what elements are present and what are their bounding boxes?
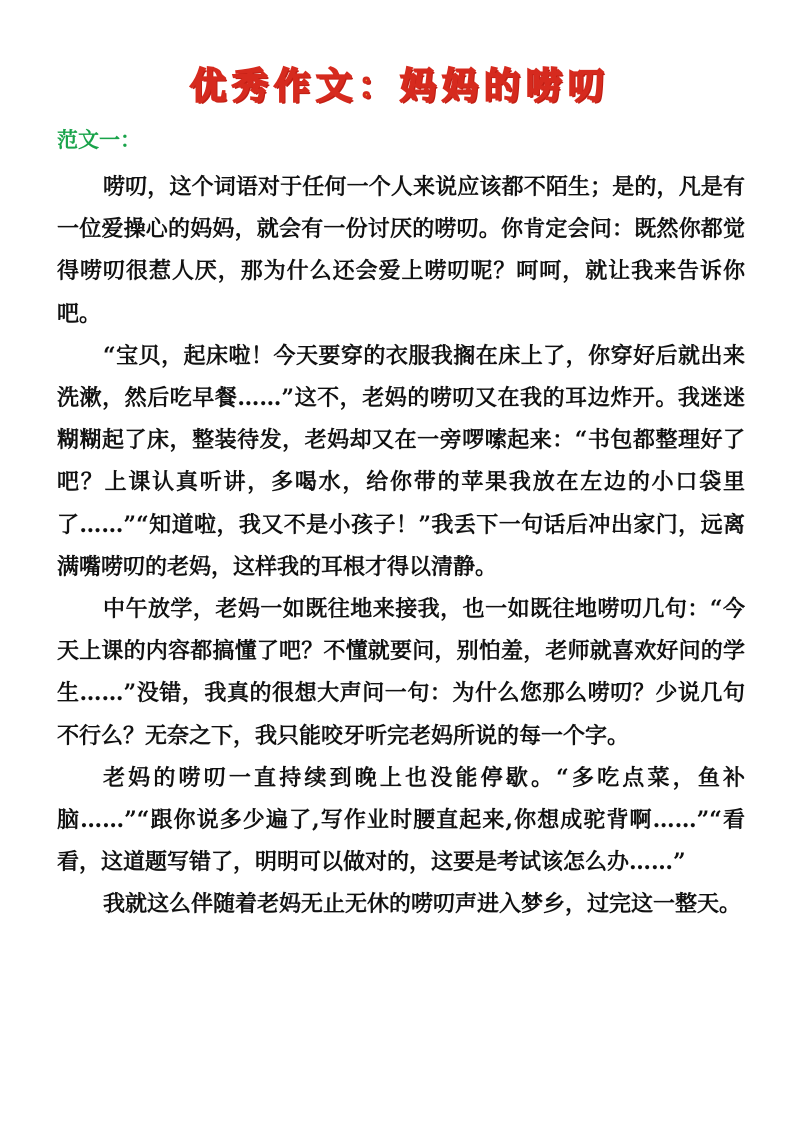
paragraph-2: “宝贝，起床啦！今天要穿的衣服我搁在床上了，你穿好后就出来洗漱，然后吃早餐……”这不，老妈的唠叨又在我的耳边炸开。我迷迷糊糊起了床，整装待发，老妈却又在一旁啰嗦起来：“书包都整理好了吧？上课认真听讲，多喝水，给你带的苹果我放在左边的小口袋里了……”“知道啦，我又不是小孩子！”我丢下一句话后冲出家门，远离满嘴唠叨的老妈，这样我的耳根才得以清静。 <box>57 342 745 580</box>
paragraph-4: 老妈的唠叨一直持续到晚上也没能停歇。“多吃点菜，鱼补脑……”“跟你说多少遍了,写作业时腰直起来,你想成驼背啊……”“看看，这道题写错了，明明可以做对的，这要是考试该怎么办……” <box>57 764 745 876</box>
paragraph-1: 唠叨，这个词语对于任何一个人来说应该都不陌生；是的，凡是有一位爱操心的妈妈，就会有一份讨厌的唠叨。你肯定会问：既然你都觉得唠叨很惹人厌，那为什么还会爱上唠叨呢？呵呵，就让我来告诉你吧。 <box>57 174 745 327</box>
paragraph-3: 中午放学，老妈一如既往地来接我，也一如既往地唠叨几句：“今天上课的内容都搞懂了吧？不懂就要问，别怕羞，老师就喜欢好问的学生……”没错，我真的很想大声问一句：为什么您那么唠叨？少说几句不行么？无奈之下，我只能咬牙听完老妈所说的每一个字。 <box>57 596 745 749</box>
page-title: 优秀作文：妈妈的唠叨 <box>189 66 610 107</box>
paragraph-5: 我就这么伴随着老妈无止无休的唠叨声进入梦乡，过完这一整天。 <box>103 891 742 918</box>
section-label: 范文一： <box>57 128 141 152</box>
essay-body <box>57 166 745 926</box>
